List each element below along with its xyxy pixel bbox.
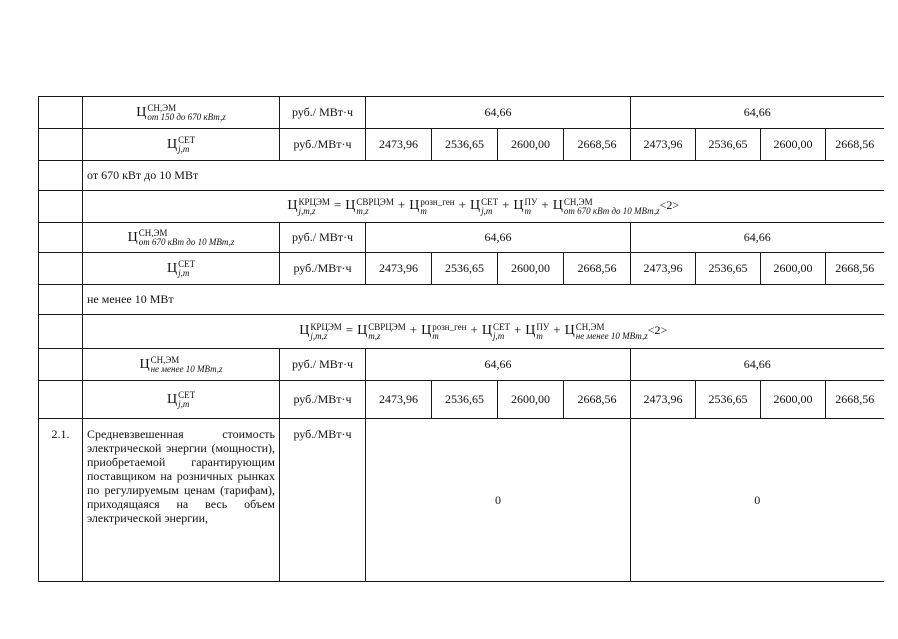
formula-sup: розн_ген: [432, 321, 467, 332]
sn-em-150-label: [83, 97, 280, 129]
set-label: [83, 129, 280, 161]
value-cell: 64,66: [631, 223, 884, 253]
unit-cell: руб./МВт·ч: [280, 129, 366, 161]
formula-sub: j,m: [481, 205, 493, 216]
table-row: [39, 97, 884, 129]
set-value-cell: 2473,96: [631, 129, 696, 161]
set-value-cell: 2668,56: [826, 129, 884, 161]
set-value-cell: 2473,96: [631, 381, 696, 419]
formula-sub: m: [432, 330, 439, 341]
row-number-cell: [39, 129, 83, 161]
row-number-cell: [39, 315, 83, 349]
formula-sup: розн_ген: [420, 196, 455, 207]
formula-sub: m: [536, 330, 543, 341]
set-value-cell: 2536,65: [696, 129, 761, 161]
set-value-cell: 2600,00: [761, 381, 826, 419]
set-value-cell: 2668,56: [564, 129, 631, 161]
table-row: [39, 285, 884, 315]
set-value-cell: 2668,56: [826, 381, 884, 419]
formula-sup: СВРЦЭМ: [356, 196, 394, 207]
formula-sub: m: [524, 205, 532, 216]
formula-sup: КРЦЭМ: [310, 321, 342, 332]
plus-sign: +: [470, 322, 478, 338]
plus-sign: +: [397, 197, 406, 213]
set-value-cell: 2600,00: [498, 253, 564, 285]
set-sup: СЕТ: [178, 134, 196, 145]
value-cell: 0: [631, 419, 884, 582]
range-sub: от 150 до 670 кВт,z: [147, 111, 226, 122]
unit-cell: руб./ МВт·ч: [280, 97, 366, 129]
formula-sup: ПУ: [536, 321, 550, 332]
jm-sub: j,m: [178, 143, 190, 154]
sn-em-670-label: [83, 223, 280, 253]
row-number-cell: [39, 223, 83, 253]
formula-sup: СВРЦЭМ: [368, 321, 406, 332]
sn-em-sup: СН,ЭМ: [138, 227, 168, 238]
value-cell: 64,66: [631, 349, 884, 381]
table-row: [39, 349, 884, 381]
formula-670: [83, 191, 884, 223]
table-row: [39, 223, 884, 253]
formula-sub: m,z: [368, 330, 381, 341]
value-cell: 0: [366, 419, 631, 582]
plus-sign: +: [513, 322, 522, 338]
price-symbol: Ц: [564, 323, 575, 339]
section-heading: не менее 10 МВт: [83, 285, 884, 315]
set-value-cell: 2536,65: [696, 381, 761, 419]
table-row: [39, 315, 884, 349]
row-number-cell: [39, 97, 83, 129]
plus-sign: +: [553, 322, 561, 338]
price-symbol: Ц: [481, 323, 492, 339]
price-symbol: Ц: [166, 391, 178, 407]
set-value-cell: 2536,65: [432, 253, 498, 285]
unit-cell: руб./МВт·ч: [280, 253, 366, 285]
set-sup: СЕТ: [178, 389, 196, 400]
table-row: [39, 191, 884, 223]
table-row: [39, 381, 884, 419]
unit-cell: руб./МВт·ч: [280, 419, 366, 582]
price-symbol: Ц: [552, 198, 563, 214]
price-symbol: Ц: [166, 260, 178, 276]
formula-sub: от 670 кВт до 10 МВт,z: [563, 205, 660, 216]
sn-em-sup: СН,ЭМ: [150, 354, 180, 365]
formula-sup: КРЦЭМ: [298, 196, 330, 207]
table-row: [39, 419, 884, 582]
sn-em-sup: СН,ЭМ: [147, 102, 177, 113]
set-value-cell: 2668,56: [564, 253, 631, 285]
footnote-ref: <2>: [659, 198, 680, 213]
value-cell: 64,66: [366, 97, 631, 129]
set-value-cell: 2536,65: [696, 253, 761, 285]
range-sub: от 670 кВт до 10 МВт,z: [138, 236, 235, 247]
row-number-cell: [39, 161, 83, 191]
price-symbol: Ц: [136, 104, 147, 120]
price-symbol: Ц: [287, 198, 298, 214]
price-symbol: Ц: [166, 136, 178, 152]
row-number-cell: [39, 191, 83, 223]
price-symbol: Ц: [513, 198, 524, 214]
formula-sub: m: [420, 205, 427, 216]
set-value-cell: 2668,56: [564, 381, 631, 419]
set-value-cell: 2473,96: [366, 129, 432, 161]
equals-sign: =: [333, 197, 342, 213]
set-label: [83, 253, 280, 285]
plus-sign: +: [502, 197, 510, 213]
formula-sup: ПУ: [524, 196, 538, 207]
price-symbol: Ц: [345, 198, 356, 214]
sn-em-10-label: [83, 349, 280, 381]
set-value-cell: 2668,56: [826, 253, 884, 285]
price-symbol: Ц: [127, 229, 138, 245]
plus-sign: +: [541, 197, 549, 213]
value-cell: 64,66: [631, 97, 884, 129]
tariff-table: [38, 96, 884, 582]
formula-sup: СН,ЭМ: [563, 196, 593, 207]
jm-sub: j,m: [178, 267, 190, 278]
row-number-cell: 2.1.: [39, 419, 83, 582]
jm-sub: j,m: [178, 398, 190, 409]
set-value-cell: 2600,00: [761, 129, 826, 161]
set-value-cell: 2600,00: [761, 253, 826, 285]
formula-sup: СЕТ: [481, 196, 499, 207]
set-label: [83, 381, 280, 419]
table-row: [39, 253, 884, 285]
price-symbol: Ц: [469, 198, 481, 214]
formula-sub: j,m: [492, 330, 505, 341]
set-value-cell: 2536,65: [432, 381, 498, 419]
plus-sign: +: [458, 197, 466, 213]
set-value-cell: 2473,96: [366, 381, 432, 419]
formula-sub: j,m,z: [298, 205, 316, 216]
range-sub: не менее 10 МВт,z: [150, 363, 223, 374]
price-symbol: Ц: [299, 323, 310, 339]
set-value-cell: 2600,00: [498, 129, 564, 161]
unit-cell: руб./МВт·ч: [280, 381, 366, 419]
formula-sup: СН,ЭМ: [575, 321, 605, 332]
unit-cell: руб./ МВт·ч: [280, 223, 366, 253]
formula-sub: j,m,z: [310, 330, 328, 341]
set-sup: СЕТ: [178, 258, 196, 269]
table-row: [39, 161, 884, 191]
table-row: [39, 129, 884, 161]
item-description: Средневзвешенная стоимость электрической энергии (мощности), приобретаемой гарантирующим поставщиком на розничных рынках по регулируемым ценам (тарифам), приходящаяся на весь объем электрической энергии,: [83, 419, 280, 582]
price-symbol: Ц: [421, 323, 432, 339]
price-symbol: Ц: [139, 356, 150, 372]
row-number-cell: [39, 349, 83, 381]
unit-cell: руб./ МВт·ч: [280, 349, 366, 381]
price-symbol: Ц: [409, 198, 420, 214]
set-value-cell: 2473,96: [631, 253, 696, 285]
section-heading: от 670 кВт до 10 МВт: [83, 161, 884, 191]
formula-sup: СЕТ: [492, 321, 510, 332]
formula-sub: m,z: [356, 205, 369, 216]
row-number-cell: [39, 285, 83, 315]
price-symbol: Ц: [357, 323, 368, 339]
set-value-cell: 2600,00: [498, 381, 564, 419]
formula-10: [83, 315, 884, 349]
footnote-ref: <2>: [647, 323, 668, 338]
row-number-cell: [39, 381, 83, 419]
set-value-cell: 2473,96: [366, 253, 432, 285]
value-cell: 64,66: [366, 349, 631, 381]
value-cell: 64,66: [366, 223, 631, 253]
equals-sign: =: [345, 322, 354, 338]
row-number-cell: [39, 253, 83, 285]
price-symbol: Ц: [525, 323, 536, 339]
plus-sign: +: [409, 322, 418, 338]
set-value-cell: 2536,65: [432, 129, 498, 161]
formula-sub: не менее 10 МВт,z: [575, 330, 648, 341]
tariff-table-page: [38, 96, 883, 582]
